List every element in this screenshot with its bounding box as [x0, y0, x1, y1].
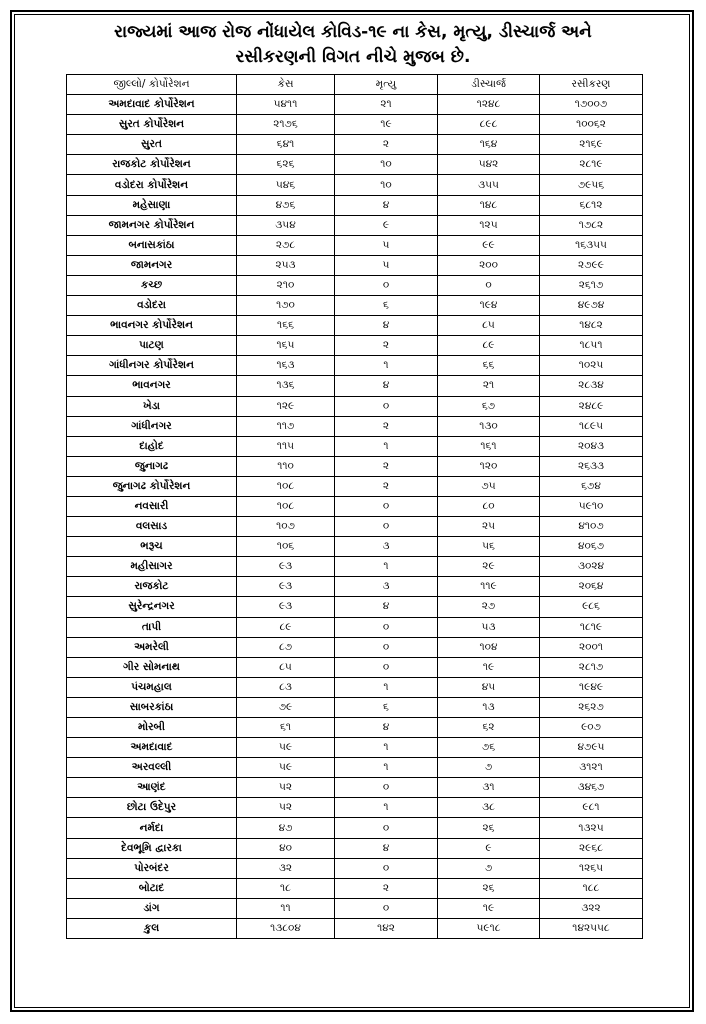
district-cell: પોરબંદર [67, 858, 237, 878]
table-row [67, 316, 643, 336]
cases-cell: ૬૧ [237, 718, 335, 738]
table-row [67, 155, 643, 175]
discharge-cell: ૨૬ [438, 878, 540, 898]
deaths-cell: ૨ [335, 476, 438, 496]
table-row [67, 778, 643, 798]
deaths-cell: ૫ [335, 235, 438, 255]
discharge-cell: ૫૪૨ [438, 155, 540, 175]
table-row [67, 577, 643, 597]
discharge-cell: ૭ [438, 858, 540, 878]
vaccination-cell: ૨૦૬૪ [540, 577, 643, 597]
district-cell: મહેસાણા [67, 195, 237, 215]
table-row [67, 597, 643, 617]
deaths-cell: ૧ [335, 356, 438, 376]
deaths-cell: ૦ [335, 275, 438, 295]
cases-cell: ૧૩૬ [237, 376, 335, 396]
district-cell: જામનગર કોર્પોરેશન [67, 215, 237, 235]
cases-cell: ૯૩ [237, 597, 335, 617]
cases-cell: ૫૪૬ [237, 175, 335, 195]
cases-cell: ૯૩ [237, 577, 335, 597]
vaccination-cell: ૧૦૨૫ [540, 356, 643, 376]
vaccination-cell: ૧૬૩૫૫ [540, 235, 643, 255]
cases-cell: ૪૭ [237, 818, 335, 838]
cases-cell: ૧૭૦ [237, 296, 335, 316]
cases-cell: ૧૧ [237, 898, 335, 918]
deaths-cell: ૪ [335, 838, 438, 858]
vaccination-cell: ૬૭૪ [540, 476, 643, 496]
cases-cell: ૧૮ [237, 878, 335, 898]
deaths-cell: ૦ [335, 396, 438, 416]
district-cell: નર્મદા [67, 818, 237, 838]
deaths-cell: ૧ [335, 436, 438, 456]
deaths-cell: ૯ [335, 215, 438, 235]
page-title [40, 20, 666, 70]
cases-cell: ૬૪૧ [237, 135, 335, 155]
deaths-cell: ૦ [335, 517, 438, 537]
vaccination-cell: ૨૬૧૭ [540, 275, 643, 295]
district-cell: જુનાગઢ [67, 456, 237, 476]
discharge-cell: ૧૨૪૮ [438, 95, 540, 115]
discharge-cell: ૨૫ [438, 517, 540, 537]
deaths-cell: ૦ [335, 898, 438, 918]
table-row [67, 376, 643, 396]
table-row [67, 697, 643, 717]
deaths-cell: ૫ [335, 255, 438, 275]
district-cell: બનાસકાંઠા [67, 235, 237, 255]
vaccination-cell: ૫૯૧૦ [540, 496, 643, 516]
discharge-cell: ૨૦૦ [438, 255, 540, 275]
district-cell: ભાવનગર કોર્પોરેશન [67, 316, 237, 336]
cases-cell: ૫૨ [237, 778, 335, 798]
district-cell: સાબરકાંઠા [67, 697, 237, 717]
district-cell: રાજકોટ કોર્પોરેશન [67, 155, 237, 175]
district-cell: અમદાવાદ કોર્પોરેશન [67, 95, 237, 115]
table-row [67, 496, 643, 516]
discharge-cell: ૧૯ [438, 657, 540, 677]
discharge-cell: ૨૬ [438, 818, 540, 838]
discharge-cell: ૧૦૪ [438, 637, 540, 657]
discharge-cell: ૩૧ [438, 778, 540, 798]
district-cell: વલસાડ [67, 517, 237, 537]
district-cell: તાપી [67, 617, 237, 637]
discharge-cell: ૫૩ [438, 617, 540, 637]
deaths-cell: ૦ [335, 496, 438, 516]
discharge-cell: ૨૧ [438, 376, 540, 396]
deaths-cell: ૧ [335, 677, 438, 697]
table-body [67, 95, 643, 939]
district-cell: પંચમહાલ [67, 677, 237, 697]
vaccination-cell: ૧૭૦૦૭ [540, 95, 643, 115]
discharge-cell: ૯૯ [438, 235, 540, 255]
deaths-cell: ૦ [335, 617, 438, 637]
deaths-cell: ૨ [335, 878, 438, 898]
district-cell: ભાવનગર [67, 376, 237, 396]
vaccination-cell: ૩૨૨ [540, 898, 643, 918]
cases-cell: ૨૭૮ [237, 235, 335, 255]
deaths-cell: ૩ [335, 577, 438, 597]
table-row [67, 758, 643, 778]
table-header-row [67, 75, 643, 95]
cases-cell: ૧૬૫ [237, 336, 335, 356]
table-row [67, 135, 643, 155]
cases-cell: ૬૨૬ [237, 155, 335, 175]
header-district: જીલ્લો/ કોર્પોરેશન [67, 75, 237, 95]
deaths-cell: ૪ [335, 718, 438, 738]
discharge-cell: ૧૬૧ [438, 436, 540, 456]
table-row [67, 858, 643, 878]
table-row [67, 898, 643, 918]
deaths-cell: ૧૪૨ [335, 918, 438, 938]
vaccination-cell: ૧૭૮૨ [540, 215, 643, 235]
vaccination-cell: ૪૧૦૭ [540, 517, 643, 537]
header-cases: કેસ [237, 75, 335, 95]
table-row [67, 456, 643, 476]
district-cell: સુરેન્દ્રનગર [67, 597, 237, 617]
district-cell: ભરૂચ [67, 537, 237, 557]
district-cell: આણંદ [67, 778, 237, 798]
discharge-cell: ૧૯ [438, 898, 540, 918]
cases-cell: ૧૧૫ [237, 436, 335, 456]
vaccination-cell: ૨૮૧૯ [540, 155, 643, 175]
vaccination-cell: ૧૮૧૯ [540, 617, 643, 637]
vaccination-cell: ૨૭૯૯ [540, 255, 643, 275]
cases-cell: ૮૫ [237, 657, 335, 677]
deaths-cell: ૧૦ [335, 175, 438, 195]
vaccination-cell: ૯૮૧ [540, 798, 643, 818]
vaccination-cell: ૩૪૬૭ [540, 778, 643, 798]
district-cell: સુરત [67, 135, 237, 155]
cases-cell: ૩૨ [237, 858, 335, 878]
vaccination-cell: ૧૮૯૫ [540, 416, 643, 436]
table-row [67, 617, 643, 637]
table-row [67, 115, 643, 135]
discharge-cell: ૬૬ [438, 356, 540, 376]
district-cell: કચ્છ [67, 275, 237, 295]
deaths-cell: ૪ [335, 597, 438, 617]
vaccination-cell: ૪૯૭૪ [540, 296, 643, 316]
vaccination-cell: ૪૭૯૫ [540, 738, 643, 758]
deaths-cell: ૧ [335, 798, 438, 818]
discharge-cell: ૬૭ [438, 396, 540, 416]
discharge-cell: ૧૪૮ [438, 195, 540, 215]
table-row [67, 235, 643, 255]
discharge-cell: ૧૩ [438, 697, 540, 717]
discharge-cell: ૩૫૫ [438, 175, 540, 195]
cases-cell: ૧૦૮ [237, 496, 335, 516]
vaccination-cell: ૭૯૫૬ [540, 175, 643, 195]
district-cell: વડોદરા [67, 296, 237, 316]
deaths-cell: ૨ [335, 135, 438, 155]
deaths-cell: ૦ [335, 637, 438, 657]
table-row [67, 677, 643, 697]
discharge-cell: ૪૫ [438, 677, 540, 697]
district-cell: રાજકોટ [67, 577, 237, 597]
table-row [67, 296, 643, 316]
vaccination-cell: ૧૨૬૫ [540, 858, 643, 878]
cases-cell: ૨૧૦ [237, 275, 335, 295]
table-row [67, 95, 643, 115]
discharge-cell: ૮૯૮ [438, 115, 540, 135]
district-cell: દાહોદ [67, 436, 237, 456]
cases-cell: ૫૨ [237, 798, 335, 818]
vaccination-cell: ૪૦૬૭ [540, 537, 643, 557]
discharge-cell: ૧૨૫ [438, 215, 540, 235]
table-row [67, 275, 643, 295]
table-row [67, 718, 643, 738]
table-row [67, 738, 643, 758]
vaccination-cell: ૨૪૮૯ [540, 396, 643, 416]
discharge-cell: ૭૬ [438, 738, 540, 758]
district-cell: મોરબી [67, 718, 237, 738]
table-row [67, 436, 643, 456]
cases-cell: ૫૯ [237, 758, 335, 778]
cases-cell: ૧૬૩ [237, 356, 335, 376]
discharge-cell: ૫૬ [438, 537, 540, 557]
cases-cell: ૯૩ [237, 557, 335, 577]
covid-stats-table [66, 74, 643, 939]
deaths-cell: ૨૧ [335, 95, 438, 115]
table-row [67, 637, 643, 657]
discharge-cell: ૧૬૪ [438, 135, 540, 155]
table-row [67, 798, 643, 818]
district-cell: ગાંધીનગર [67, 416, 237, 436]
cases-cell: ૧૩૮૦૪ [237, 918, 335, 938]
deaths-cell: ૦ [335, 818, 438, 838]
district-cell: અમદાવાદ [67, 738, 237, 758]
vaccination-cell: ૨૧૬૯ [540, 135, 643, 155]
vaccination-cell: ૩૦૨૪ [540, 557, 643, 577]
cases-cell: ૪૭૬ [237, 195, 335, 215]
district-cell: કુલ [67, 918, 237, 938]
header-deaths: મૃત્યુ [335, 75, 438, 95]
vaccination-cell: ૧૩૨૫ [540, 818, 643, 838]
vaccination-cell: ૨૦૪૩ [540, 436, 643, 456]
district-cell: નવસારી [67, 496, 237, 516]
table-row [67, 356, 643, 376]
table-row [67, 557, 643, 577]
vaccination-cell: ૧૦૦૬૨ [540, 115, 643, 135]
district-cell: જુનાગઢ કોર્પોરેશન [67, 476, 237, 496]
deaths-cell: ૦ [335, 778, 438, 798]
cases-cell: ૮૭ [237, 637, 335, 657]
discharge-cell: ૫૯૧૮ [438, 918, 540, 938]
cases-cell: ૫૯ [237, 738, 335, 758]
cases-cell: ૧૦૬ [237, 537, 335, 557]
district-cell: વડોદરા કોર્પોરેશન [67, 175, 237, 195]
table-row [67, 336, 643, 356]
vaccination-cell: ૨૮૧૭ [540, 657, 643, 677]
table-row [67, 255, 643, 275]
discharge-cell: ૬૨ [438, 718, 540, 738]
table-row [67, 195, 643, 215]
vaccination-cell: ૩૧૨૧ [540, 758, 643, 778]
deaths-cell: ૧ [335, 758, 438, 778]
district-cell: અમરેલી [67, 637, 237, 657]
vaccination-cell: ૨૬૩૩ [540, 456, 643, 476]
cases-cell: ૮૯ [237, 617, 335, 637]
vaccination-cell: ૯૮૬ [540, 597, 643, 617]
discharge-cell: ૮૦ [438, 496, 540, 516]
deaths-cell: ૦ [335, 858, 438, 878]
discharge-cell: ૧૩૦ [438, 416, 540, 436]
table-row [67, 818, 643, 838]
cases-cell: ૮૩ [237, 677, 335, 697]
vaccination-cell: ૬૮૧૨ [540, 195, 643, 215]
cases-cell: ૧૧૭ [237, 416, 335, 436]
deaths-cell: ૨ [335, 416, 438, 436]
cases-cell: ૧૦૮ [237, 476, 335, 496]
district-cell: સુરત કોર્પોરેશન [67, 115, 237, 135]
district-cell: છોટા ઉદેપુર [67, 798, 237, 818]
district-cell: દેવભૂમિ દ્વારકા [67, 838, 237, 858]
cases-cell: ૨૫૩ [237, 255, 335, 275]
title-line-1: રાજ્યમાં આજ રોજ નોંધાયેલ કોવિડ-૧૯ ના કેસ, મૃત્યુ, ડીસ્ચાર્જ અને [114, 22, 592, 42]
vaccination-cell: ૨૯૬૮ [540, 838, 643, 858]
vaccination-cell: ૧૮૮ [540, 878, 643, 898]
discharge-cell: ૨૭ [438, 597, 540, 617]
deaths-cell: ૨ [335, 336, 438, 356]
header-vaccination: રસીકરણ [540, 75, 643, 95]
cases-cell: ૭૯ [237, 697, 335, 717]
cases-cell: ૧૧૦ [237, 456, 335, 476]
deaths-cell: ૬ [335, 697, 438, 717]
vaccination-cell: ૨૬૨૭ [540, 697, 643, 717]
deaths-cell: ૩ [335, 537, 438, 557]
vaccination-cell: ૧૯૪૯ [540, 677, 643, 697]
deaths-cell: ૬ [335, 296, 438, 316]
discharge-cell: ૧૨૦ [438, 456, 540, 476]
deaths-cell: ૧૦ [335, 155, 438, 175]
discharge-cell: ૧૧૯ [438, 577, 540, 597]
discharge-cell: ૭૫ [438, 476, 540, 496]
discharge-cell: ૯ [438, 838, 540, 858]
cases-cell: ૧૬૬ [237, 316, 335, 336]
table-row [67, 517, 643, 537]
vaccination-cell: ૯૦૭ [540, 718, 643, 738]
district-cell: ગીર સોમનાથ [67, 657, 237, 677]
table-row [67, 476, 643, 496]
cases-cell: ૩૫૪ [237, 215, 335, 235]
header-discharge: ડીસ્ચાર્જ [438, 75, 540, 95]
table-row [67, 396, 643, 416]
district-cell: ખેડા [67, 396, 237, 416]
vaccination-cell: ૧૮૫૧ [540, 336, 643, 356]
discharge-cell: ૩૮ [438, 798, 540, 818]
title-line-2: રસીકરણની વિગત નીચે મુજબ છે. [235, 47, 471, 67]
vaccination-cell: ૨૦૦૧ [540, 637, 643, 657]
district-cell: બોટાદ [67, 878, 237, 898]
deaths-cell: ૪ [335, 316, 438, 336]
deaths-cell: ૪ [335, 376, 438, 396]
table-row [67, 838, 643, 858]
district-cell: ડાંગ [67, 898, 237, 918]
deaths-cell: ૧૯ [335, 115, 438, 135]
deaths-cell: ૧ [335, 738, 438, 758]
deaths-cell: ૧ [335, 557, 438, 577]
discharge-cell: ૦ [438, 275, 540, 295]
table-row [67, 657, 643, 677]
table-row [67, 878, 643, 898]
district-cell: અરવલ્લી [67, 758, 237, 778]
discharge-cell: ૭ [438, 758, 540, 778]
table-row [67, 537, 643, 557]
cases-cell: ૫૪૧૧ [237, 95, 335, 115]
deaths-cell: ૨ [335, 456, 438, 476]
cases-cell: ૧૦૭ [237, 517, 335, 537]
discharge-cell: ૮૫ [438, 316, 540, 336]
district-cell: પાટણ [67, 336, 237, 356]
district-cell: જામનગર [67, 255, 237, 275]
vaccination-cell: ૧૪૮૨ [540, 316, 643, 336]
vaccination-cell: ૨૮૩૪ [540, 376, 643, 396]
table-row [67, 416, 643, 436]
cases-cell: ૧૨૯ [237, 396, 335, 416]
discharge-cell: ૧૯૪ [438, 296, 540, 316]
deaths-cell: ૪ [335, 195, 438, 215]
vaccination-cell: ૧૪૨૫૫૮ [540, 918, 643, 938]
district-cell: મહીસાગર [67, 557, 237, 577]
discharge-cell: ૮૯ [438, 336, 540, 356]
table-row [67, 215, 643, 235]
deaths-cell: ૦ [335, 657, 438, 677]
cases-cell: ૪૦ [237, 838, 335, 858]
cases-cell: ૨૧૭૬ [237, 115, 335, 135]
table-row [67, 175, 643, 195]
discharge-cell: ૨૯ [438, 557, 540, 577]
table-total-row [67, 918, 643, 938]
district-cell: ગાંધીનગર કોર્પોરેશન [67, 356, 237, 376]
